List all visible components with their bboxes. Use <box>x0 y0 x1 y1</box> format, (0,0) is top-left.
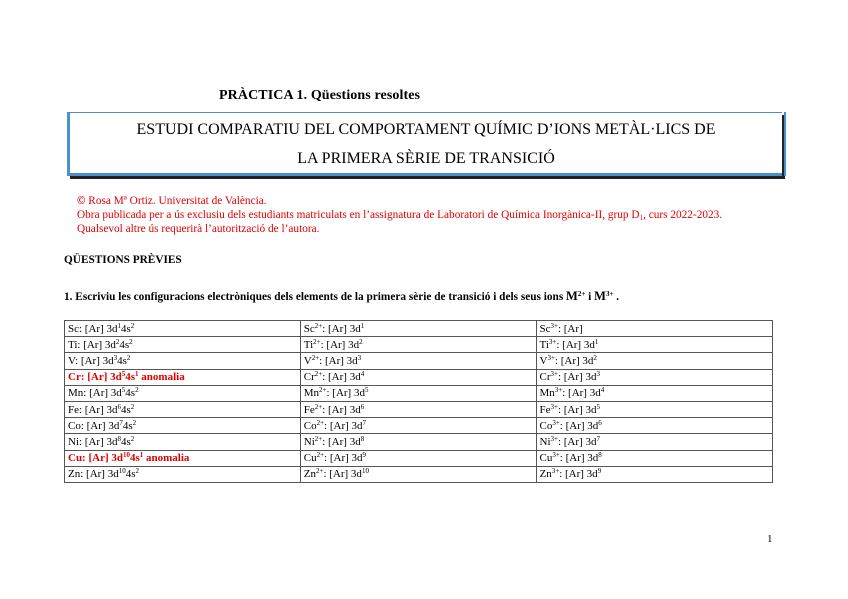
question-1-end: . <box>613 291 620 303</box>
superscript: 2 <box>593 353 597 362</box>
superscript: 3+ <box>551 467 560 476</box>
cell-text: : [Ar] 3d <box>322 371 361 384</box>
table-row <box>65 450 773 466</box>
superscript: 2+ <box>314 434 323 443</box>
cell-text: Cr <box>303 371 315 384</box>
superscript: 2 <box>126 353 131 362</box>
cell-text: : [Ar] 3d <box>322 403 361 416</box>
cell-text: : [Ar] <box>557 322 583 335</box>
cell-text: Ti <box>539 338 549 351</box>
cell-text: Cu <box>303 452 317 465</box>
cell-text: Co <box>539 419 553 432</box>
superscript: 7 <box>119 418 123 427</box>
electron-configuration-table <box>64 320 773 483</box>
table-row <box>65 321 773 337</box>
table-row <box>65 401 773 417</box>
cell-text: Sc <box>303 322 315 335</box>
cell-text: : [Ar] 3d <box>320 338 360 351</box>
cell-text: V: [Ar] 3d <box>68 354 114 367</box>
cell-text: Co <box>303 419 317 432</box>
superscript: 2+ <box>314 370 323 379</box>
ion-2plus-config-cell <box>300 353 536 369</box>
cell-text: : [Ar] 3d <box>559 468 598 481</box>
superscript: 2 <box>115 337 120 346</box>
cell-text: Cu: [Ar] 3d <box>68 452 123 465</box>
ion-3plus-config-cell <box>536 385 773 401</box>
superscript: 5 <box>364 386 369 395</box>
ion-3plus-config-cell <box>536 466 773 482</box>
main-title-line-2: LA PRIMERA SÈRIE DE TRANSICIÓ <box>297 150 555 167</box>
cell-text: 4s <box>125 371 136 384</box>
table-row <box>65 385 773 401</box>
superscript: 1 <box>594 337 599 346</box>
cell-text: 4s <box>121 435 131 448</box>
copyright-notice <box>77 194 722 236</box>
copyright-author: Rosa Mª Ortiz. Universitat de València. <box>88 195 267 207</box>
cell-text: : [Ar] 3d <box>324 419 363 432</box>
cell-text: Zn <box>303 468 316 481</box>
superscript: 2+ <box>311 353 320 362</box>
cell-text: 4s <box>130 452 140 465</box>
cell-text: anomalia <box>138 371 185 384</box>
ion-2plus-config-cell <box>300 434 536 450</box>
table-row <box>65 418 773 434</box>
superscript: 10 <box>361 467 369 476</box>
cell-text: 4s <box>122 419 133 432</box>
superscript: 3+ <box>554 386 563 395</box>
ion-3plus-config-cell <box>536 418 773 434</box>
cell-text: : [Ar] 3d <box>319 354 358 367</box>
cell-text: Fe <box>539 403 551 416</box>
superscript: 7 <box>596 434 600 443</box>
superscript: 5 <box>121 386 126 395</box>
question-1-text: 1. Escriviu les configuracions electròniques dels elements de la primera sèrie de transició i dels seus ions <box>64 291 567 303</box>
superscript: 3+ <box>552 418 560 427</box>
superscript: 10 <box>123 451 130 460</box>
ion-3plus-config-cell <box>536 353 773 369</box>
superscript: 2 <box>130 402 135 411</box>
cell-text: : [Ar] 3d <box>556 338 595 351</box>
page-number: 1 <box>767 533 773 545</box>
superscript: 9 <box>597 467 602 476</box>
superscript: 3+ <box>550 402 558 411</box>
superscript: 1 <box>135 370 139 379</box>
element-config-cell <box>65 450 301 466</box>
ion-3plus-config-cell <box>536 401 773 417</box>
superscript: 4 <box>360 370 365 379</box>
element-config-cell <box>65 401 301 417</box>
cell-text: Mn: [Ar] 3d <box>68 387 122 400</box>
superscript: 5 <box>121 370 126 379</box>
superscript: 3 <box>357 353 362 362</box>
element-config-cell <box>65 337 301 353</box>
superscript: 3+ <box>547 353 555 362</box>
table-row <box>65 466 773 482</box>
cell-text: Ti: [Ar] 3d <box>68 338 116 351</box>
electron-configuration-table-body <box>65 321 773 483</box>
cell-text: : [Ar] 3d <box>557 435 597 448</box>
ion-2plus-config-cell <box>300 385 536 401</box>
superscript: 3+ <box>550 321 558 330</box>
cell-text: 4s <box>121 403 131 416</box>
question-1-conjunction: i <box>585 291 595 303</box>
superscript: 2+ <box>313 337 321 346</box>
superscript: 1 <box>360 321 365 330</box>
superscript: 4 <box>600 386 605 395</box>
cell-text: V <box>539 354 548 367</box>
ion-2plus-config-cell <box>300 337 536 353</box>
cell-text: Zn <box>539 468 552 481</box>
element-config-cell <box>65 353 301 369</box>
ion-3plus-config-cell <box>536 321 773 337</box>
superscript: 2 <box>359 337 363 346</box>
ion-3plus-config-cell <box>536 369 773 385</box>
cell-text: Fe: [Ar] 3d <box>68 403 118 416</box>
cell-text: Ti <box>303 338 314 351</box>
cell-text: Sc <box>539 322 551 335</box>
cell-text: : [Ar] 3d <box>559 419 599 432</box>
superscript: 7 <box>362 418 367 427</box>
element-config-cell <box>65 418 301 434</box>
cell-text: Fe <box>303 403 315 416</box>
superscript: 3 <box>596 370 600 379</box>
cell-text: : [Ar] 3d <box>322 435 361 448</box>
superscript: 2 <box>130 321 135 330</box>
copyright-symbol: © <box>77 195 86 207</box>
superscript: 5 <box>596 402 600 411</box>
superscript: 6 <box>360 402 365 411</box>
superscript: 8 <box>117 434 121 443</box>
copyright-usage-course: , curs 2022-2023. <box>643 209 723 221</box>
cell-text: Ni <box>539 435 551 448</box>
ion-3plus-config-cell <box>536 434 773 450</box>
superscript: 6 <box>598 418 602 427</box>
superscript: 2 <box>135 467 139 476</box>
cell-text: : [Ar] 3d <box>554 354 594 367</box>
cell-text: 4s <box>121 322 131 335</box>
question-1 <box>64 289 619 304</box>
superscript: 8 <box>598 451 602 460</box>
cell-text: : [Ar] 3d <box>559 452 599 465</box>
superscript: 9 <box>362 451 367 460</box>
cell-text: 4s <box>125 387 136 400</box>
cell-text: Mn <box>303 387 320 400</box>
practice-title: PRÀCTICA 1. Qüestions resoltes <box>219 88 421 103</box>
cell-text: Cu <box>539 452 553 465</box>
element-config-cell <box>65 321 301 337</box>
main-title-line-1: ESTUDI COMPARATIU DEL COMPORTAMENT QUÍMIC D’IONS METÀL·LICS DE <box>136 121 716 138</box>
superscript: 3+ <box>548 337 557 346</box>
superscript: 2 <box>135 386 139 395</box>
ion-m3-label: M <box>594 289 606 303</box>
ion-2plus-config-cell <box>300 369 536 385</box>
element-config-cell <box>65 369 301 385</box>
superscript: 3+ <box>552 451 560 460</box>
cell-text: Co: [Ar] 3d <box>68 419 120 432</box>
table-row <box>65 353 773 369</box>
ion-2plus-config-cell <box>300 466 536 482</box>
cell-text: : [Ar] 3d <box>326 387 365 400</box>
cell-text: : [Ar] 3d <box>562 387 601 400</box>
superscript: 3+ <box>550 434 558 443</box>
ion-3plus-config-cell <box>536 450 773 466</box>
superscript: 1 <box>139 451 144 460</box>
ion-m3-charge: 3+ <box>605 290 614 298</box>
main-title-box <box>67 112 782 176</box>
superscript: 2+ <box>316 451 325 460</box>
superscript: 2 <box>129 337 133 346</box>
superscript: 2 <box>132 418 137 427</box>
superscript: 2+ <box>316 418 325 427</box>
superscript: 2+ <box>314 402 323 411</box>
element-config-cell <box>65 466 301 482</box>
superscript: 3 <box>113 353 118 362</box>
superscript: 2+ <box>319 386 327 395</box>
cell-text: Ni <box>303 435 315 448</box>
cell-text: 4s <box>119 338 130 351</box>
superscript: 8 <box>360 434 365 443</box>
ion-m2-charge: 2+ <box>577 290 586 298</box>
cell-text: 4s <box>125 468 136 481</box>
superscript: 6 <box>117 402 121 411</box>
table-row <box>65 369 773 385</box>
superscript: 2+ <box>315 467 324 476</box>
copyright-restriction: Qualsevol altre ús requerirà l’autorització de l’autora. <box>77 223 320 235</box>
cell-text: Ni: [Ar] 3d <box>68 435 118 448</box>
cell-text: : [Ar] 3d <box>323 468 362 481</box>
cell-text: Cr: [Ar] 3d <box>68 371 122 384</box>
cell-text: : [Ar] 3d <box>557 403 597 416</box>
cell-text: Zn: [Ar] 3d <box>68 468 119 481</box>
cell-text: Cr <box>539 371 551 384</box>
table-row <box>65 337 773 353</box>
superscript: 2 <box>130 434 135 443</box>
section-heading: QÜESTIONS PRÈVIES <box>64 254 182 266</box>
copyright-group-subscript: 1 <box>639 214 644 222</box>
ion-2plus-config-cell <box>300 450 536 466</box>
ion-2plus-config-cell <box>300 321 536 337</box>
element-config-cell <box>65 385 301 401</box>
element-config-cell <box>65 434 301 450</box>
table-row <box>65 434 773 450</box>
cell-text: Sc: [Ar] 3d <box>68 322 118 335</box>
ion-m2-label: M <box>566 289 578 303</box>
cell-text: Mn <box>539 387 555 400</box>
cell-text: V <box>303 354 312 367</box>
cell-text: : [Ar] 3d <box>322 322 361 335</box>
ion-2plus-config-cell <box>300 401 536 417</box>
ion-3plus-config-cell <box>536 337 773 353</box>
superscript: 2+ <box>314 321 323 330</box>
superscript: 10 <box>118 467 126 476</box>
copyright-usage-text: Obra publicada per a ús exclusiu dels estudiants matriculats en l’assignatura de Laboratori de Química Inorgànica-II, grup D <box>77 209 640 221</box>
superscript: 3+ <box>550 370 558 379</box>
cell-text: : [Ar] 3d <box>324 452 363 465</box>
cell-text: anomalia <box>143 452 190 465</box>
superscript: 1 <box>117 321 121 330</box>
cell-text: : [Ar] 3d <box>557 371 597 384</box>
cell-text: 4s <box>117 354 127 367</box>
ion-2plus-config-cell <box>300 418 536 434</box>
